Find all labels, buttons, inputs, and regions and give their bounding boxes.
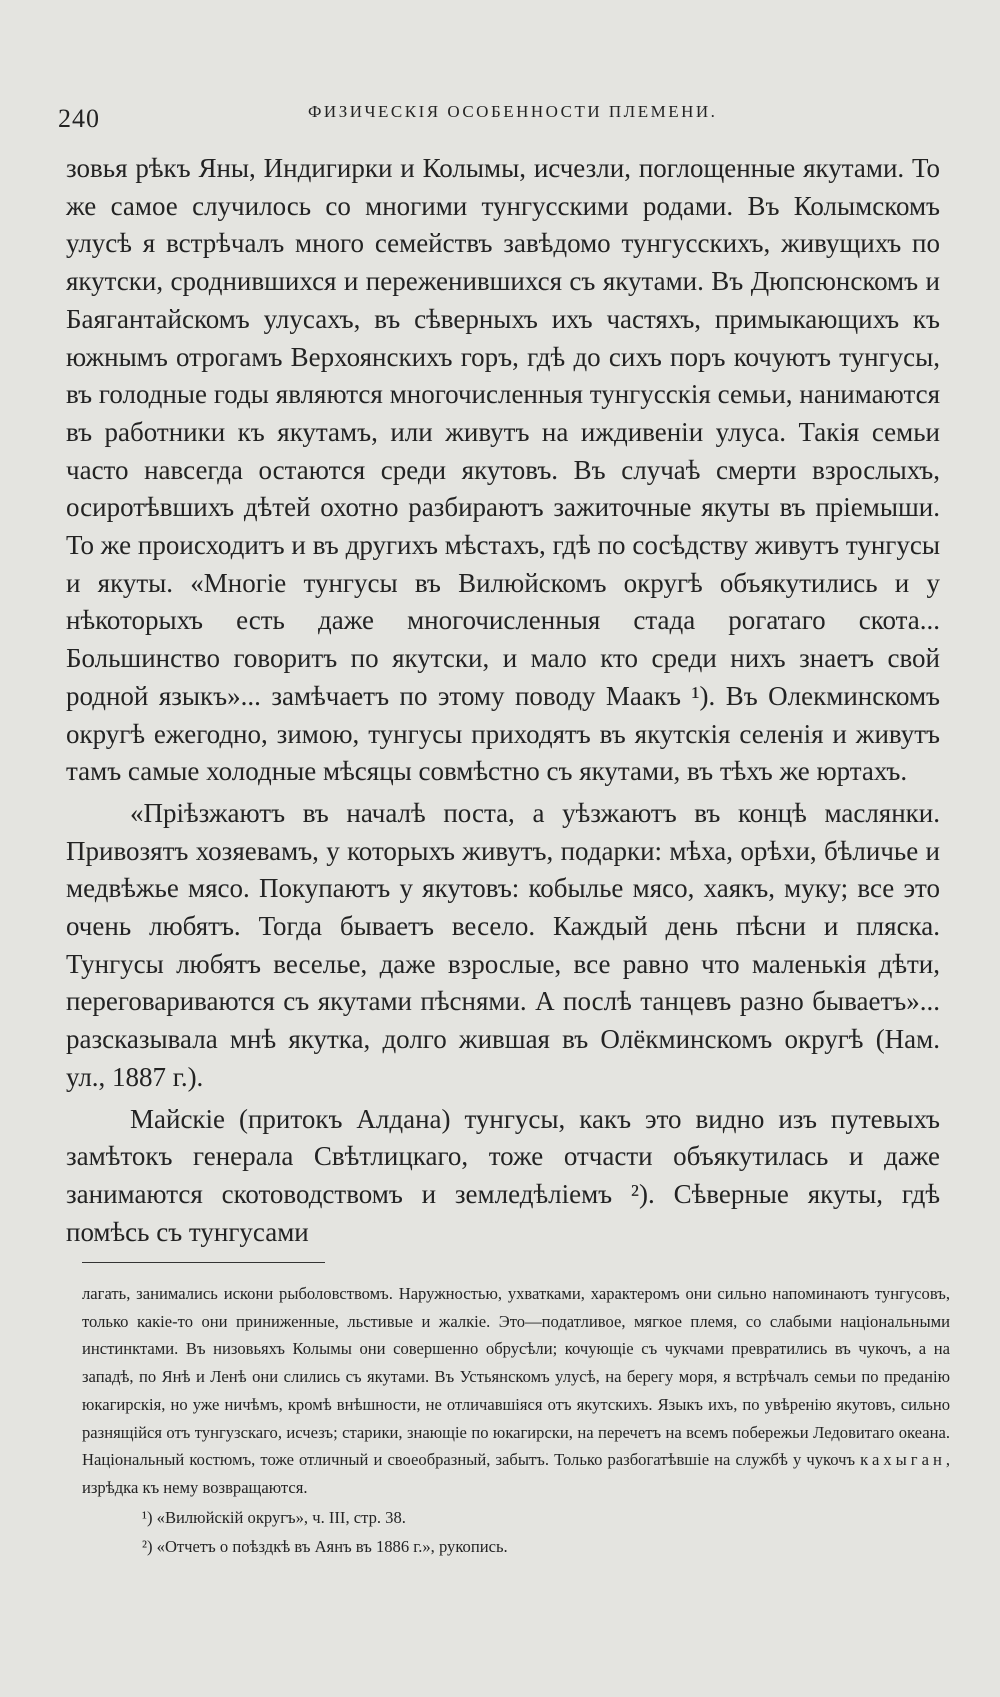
paragraph-1: зовья рѣкъ Яны, Индигирки и Колымы, исчезли, поглощенные якутами. То же самое случилось со многими тунгусскими родами. Въ Колымскомъ улусѣ я встрѣчалъ много семействъ завѣдомо тунгусскихъ, живущихъ по якутски, сроднившихся и переженившихся съ якутами. Въ Дюпсюнскомъ и Баягантайскомъ улусахъ, въ сѣверныхъ ихъ частяхъ, примыкающихъ къ южнымъ отрогамъ Верхоянскихъ горъ, гдѣ до сихъ поръ кочуютъ тунгусы, въ голодные годы являются многочисленныя тунгусскія семьи, нанимаются въ работники къ якутамъ, или живутъ на иждивеніи улуса. Такія семьи часто навсегда остаются среди якутовъ. Въ случаѣ смерти взрослыхъ, осиротѣвшихъ дѣтей охотно разбираютъ зажиточные якуты въ пріемыши. То же происходитъ и въ другихъ мѣстахъ, гдѣ по сосѣдству живутъ тунгусы и якуты. «Многіе тунгусы въ Вилюйскомъ округѣ объякутились и у нѣкоторыхъ есть даже многочисленныя стада рогатаго скота... Большинство говоритъ по якутски, и мало кто среди нихъ знаетъ свой родной языкъ»... замѣчаетъ по этому поводу Маакъ ¹). Въ Олекминскомъ округѣ ежегодно, зимою, тунгусы приходятъ въ якутскія селенія и живутъ тамъ самые холодные мѣсяцы совмѣстно съ якутами, въ тѣхъ же юртахъ. bbox=[66, 153, 940, 787]
main-text bbox=[66, 150, 940, 1251]
footnote-continuation-end: , изрѣдка къ нему возвращаются. bbox=[82, 1450, 950, 1497]
paragraph-3: Майскіе (притокъ Алдана) тунгусы, какъ это видно изъ путевыхъ замѣтокъ генерала Свѣтлицкаго, тоже отчасти объякутилась и даже занимаются скотоводствомъ и земледѣліемъ ²). Сѣверные якуты, гдѣ помѣсь съ тунгусами bbox=[66, 1103, 940, 1247]
footnote-spaced-word: кахыган bbox=[860, 1450, 946, 1470]
footnote-1: ¹) «Вилюйскій округъ», ч. III, стр. 38. bbox=[142, 1507, 406, 1527]
footnote-continuation bbox=[82, 1280, 950, 1502]
page-header bbox=[58, 96, 940, 136]
footnote-continuation-text: лагать, занимались искони рыболовствомъ. Наружностью, ухватками, характеромъ они сильно напоминаютъ тунгусовъ, только какіе-то они приниженные, льстивые и жалкіе. Это—податливое, мягкое племя, со слабыми національными инстинктами. Въ низовьяхъ Колымы они совершенно обрусѣли; кочующіе съ чукчами превратились въ чукочъ, а на западѣ, по Янѣ и Ленѣ они слились съ якутами. Въ Устьянскомъ улусѣ, на берегу моря, я встрѣчалъ семьи по преданію юкагирскія, но уже ничѣмъ, кромѣ внѣшности, не отличавшіяся отъ якутскихъ. Языкъ ихъ, по увѣренію якутовъ, сильно разнящійся отъ тунгузскаго, исчезъ; старики, знающіе по юкагирски, на перечетъ на всемъ побережьи Ледовитаго океана. Національный костюмъ, тоже отличный и своеобразный, забытъ. Только разбогатѣвшіе на службѣ у чукочъ bbox=[82, 1284, 950, 1470]
running-title: ФИЗИЧЕСКІЯ ОСОБЕННОСТИ ПЛЕМЕНИ. bbox=[308, 102, 718, 121]
footnote-separator bbox=[82, 1262, 325, 1263]
paragraph-2: «Пріѣзжаютъ въ началѣ поста, а уѣзжаютъ въ концѣ маслянки. Привозятъ хозяевамъ, у которыхъ живутъ, подарки: мѣха, орѣхи, бѣличье и медвѣжье мясо. Покупаютъ у якутовъ: кобылье мясо, хаякъ, муку; все это очень любятъ. Тогда бываетъ весело. Каждый день пѣсни и пляска. Тунгусы любятъ веселье, даже взрослые, все равно что маленькія дѣти, переговариваются съ якутами пѣснями. А послѣ танцевъ разно бываетъ»... разсказывала мнѣ якутка, долго жившая въ Олёкминскомъ округѣ (Нам. ул., 1887 г.). bbox=[66, 797, 940, 1092]
footnotes bbox=[82, 1280, 950, 1561]
footnote-2: ²) «Отчетъ о поѣздкѣ въ Аянъ въ 1886 г.», рукопись. bbox=[142, 1537, 508, 1557]
page-number: 240 bbox=[58, 104, 100, 133]
